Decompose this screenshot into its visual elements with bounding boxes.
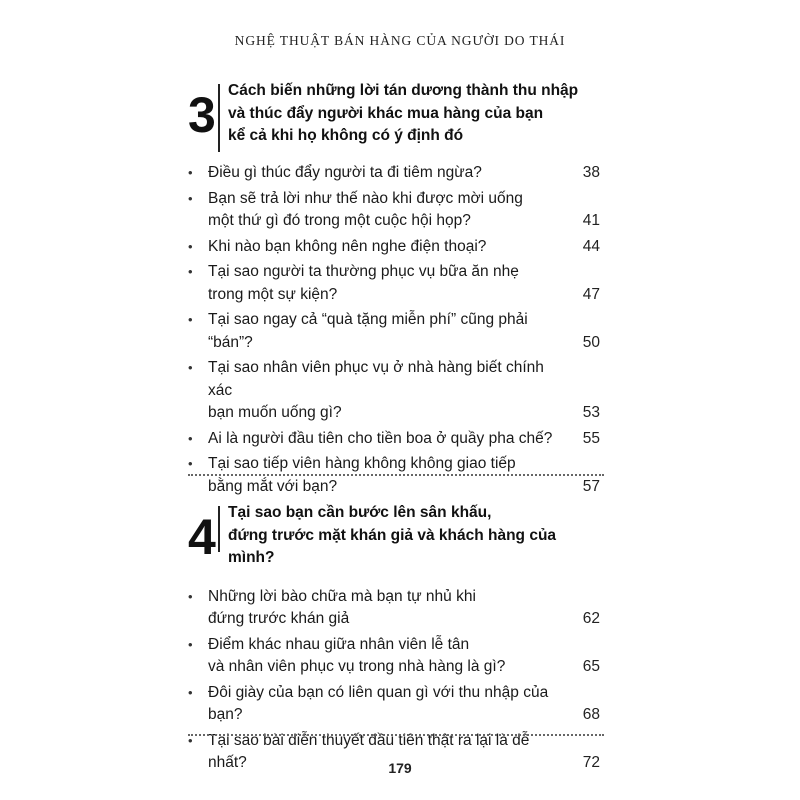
chapter-title: Tại sao bạn cần bước lên sân khấu, đứng trước mặt khán giả và khách hàng của mình? (228, 504, 557, 566)
toc-page-number: 55 (582, 429, 600, 447)
bullet-icon: • (188, 732, 193, 748)
chapter-number: 4 (188, 509, 216, 565)
bullet-icon: • (188, 456, 193, 471)
bullet-icon: • (188, 165, 193, 180)
toc-item[interactable] (188, 682, 608, 727)
chapter-heading (188, 80, 608, 152)
toc-page-number: 57 (582, 477, 600, 495)
bullet-icon: • (188, 430, 193, 446)
toc-item-title: Ai là người đầu tiên cho tiền boa ở quầy pha chế? (208, 429, 553, 447)
toc-item-title: Tại sao ngay cả “quà tặng miễn phí” cũng phải “bán”? (208, 311, 528, 351)
toc-page-number: 44 (582, 237, 600, 255)
toc-item-title: Những lời bào chữa mà bạn tự nhủ khi đứng trước khán giả (208, 587, 476, 627)
toc-item-title: Đôi giày của bạn có liên quan gì với thu nhập của bạn? (208, 683, 549, 723)
chapter-number: 3 (188, 87, 216, 143)
toc-page-number: 62 (582, 610, 600, 627)
toc-list (188, 586, 608, 775)
toc-item[interactable] (188, 188, 608, 233)
toc-list (188, 162, 608, 498)
bullet-icon: • (188, 190, 193, 206)
chapter-title: Cách biến những lời tán dương thành thu nhập và thúc đẩy người khác mua hàng của bạn kể cả khi họ không có ý định đó (228, 82, 579, 144)
toc-item[interactable] (188, 428, 608, 451)
toc-item-title: Tại sao người ta thường phục vụ bữa ăn nhẹ trong một sự kiện? (208, 263, 519, 303)
toc-page-number: 47 (582, 285, 600, 303)
running-head: NGHỆ THUẬT BÁN HÀNG CỦA NGƯỜI DO THÁI (234, 33, 566, 48)
bullet-icon: • (188, 636, 193, 652)
toc-page-number: 72 (582, 754, 600, 771)
toc-item[interactable] (188, 162, 608, 185)
toc-item[interactable] (188, 309, 608, 354)
page-number: 179 (388, 760, 412, 776)
toc-item-title: Bạn sẽ trả lời như thế nào khi được mời uống một thứ gì đó trong một cuộc hội họp? (208, 189, 523, 229)
toc-item[interactable] (188, 236, 608, 259)
toc-page-number: 41 (582, 212, 600, 229)
toc-item[interactable] (188, 586, 608, 631)
bullet-icon: • (188, 684, 193, 700)
bullet-icon: • (188, 588, 193, 604)
chapter-divider-bar (218, 84, 220, 152)
toc-item-title: Khi nào bạn không nên nghe điện thoại? (208, 237, 487, 255)
toc-item-title: Điều gì thúc đẩy người ta đi tiêm ngừa? (208, 164, 482, 181)
toc-item[interactable] (188, 634, 608, 679)
toc-page-number: 68 (582, 706, 600, 723)
bullet-icon: • (188, 312, 193, 327)
toc-item[interactable] (188, 261, 608, 306)
toc-page-number: 65 (582, 658, 600, 675)
chapter-3 (188, 80, 608, 501)
toc-page-number: 38 (582, 164, 600, 181)
chapter-divider-bar (218, 506, 220, 552)
toc-page-number: 53 (582, 404, 600, 421)
bullet-icon: • (188, 264, 193, 279)
dotted-divider (188, 734, 604, 736)
chapter-heading (188, 502, 608, 570)
toc-item-title: Điểm khác nhau giữa nhân viên lễ tân và nhân viên phục vụ trong nhà hàng là gì? (208, 635, 506, 675)
chapter-4 (188, 502, 608, 778)
toc-page-number: 50 (582, 333, 600, 351)
toc-item[interactable] (188, 357, 608, 425)
dotted-divider (188, 474, 604, 476)
toc-item-title: Tại sao bài diễn thuyết đầu tiên thật ra lại là dễ nhất? (208, 731, 530, 771)
bullet-icon: • (188, 360, 193, 375)
bullet-icon: • (188, 238, 193, 254)
toc-item-title: Tại sao nhân viên phục vụ ở nhà hàng biết chính xác bạn muốn uống gì? (208, 359, 544, 421)
toc-item-title: Tại sao tiếp viên hàng không không giao tiếp bằng mắt với bạn? (208, 455, 516, 495)
